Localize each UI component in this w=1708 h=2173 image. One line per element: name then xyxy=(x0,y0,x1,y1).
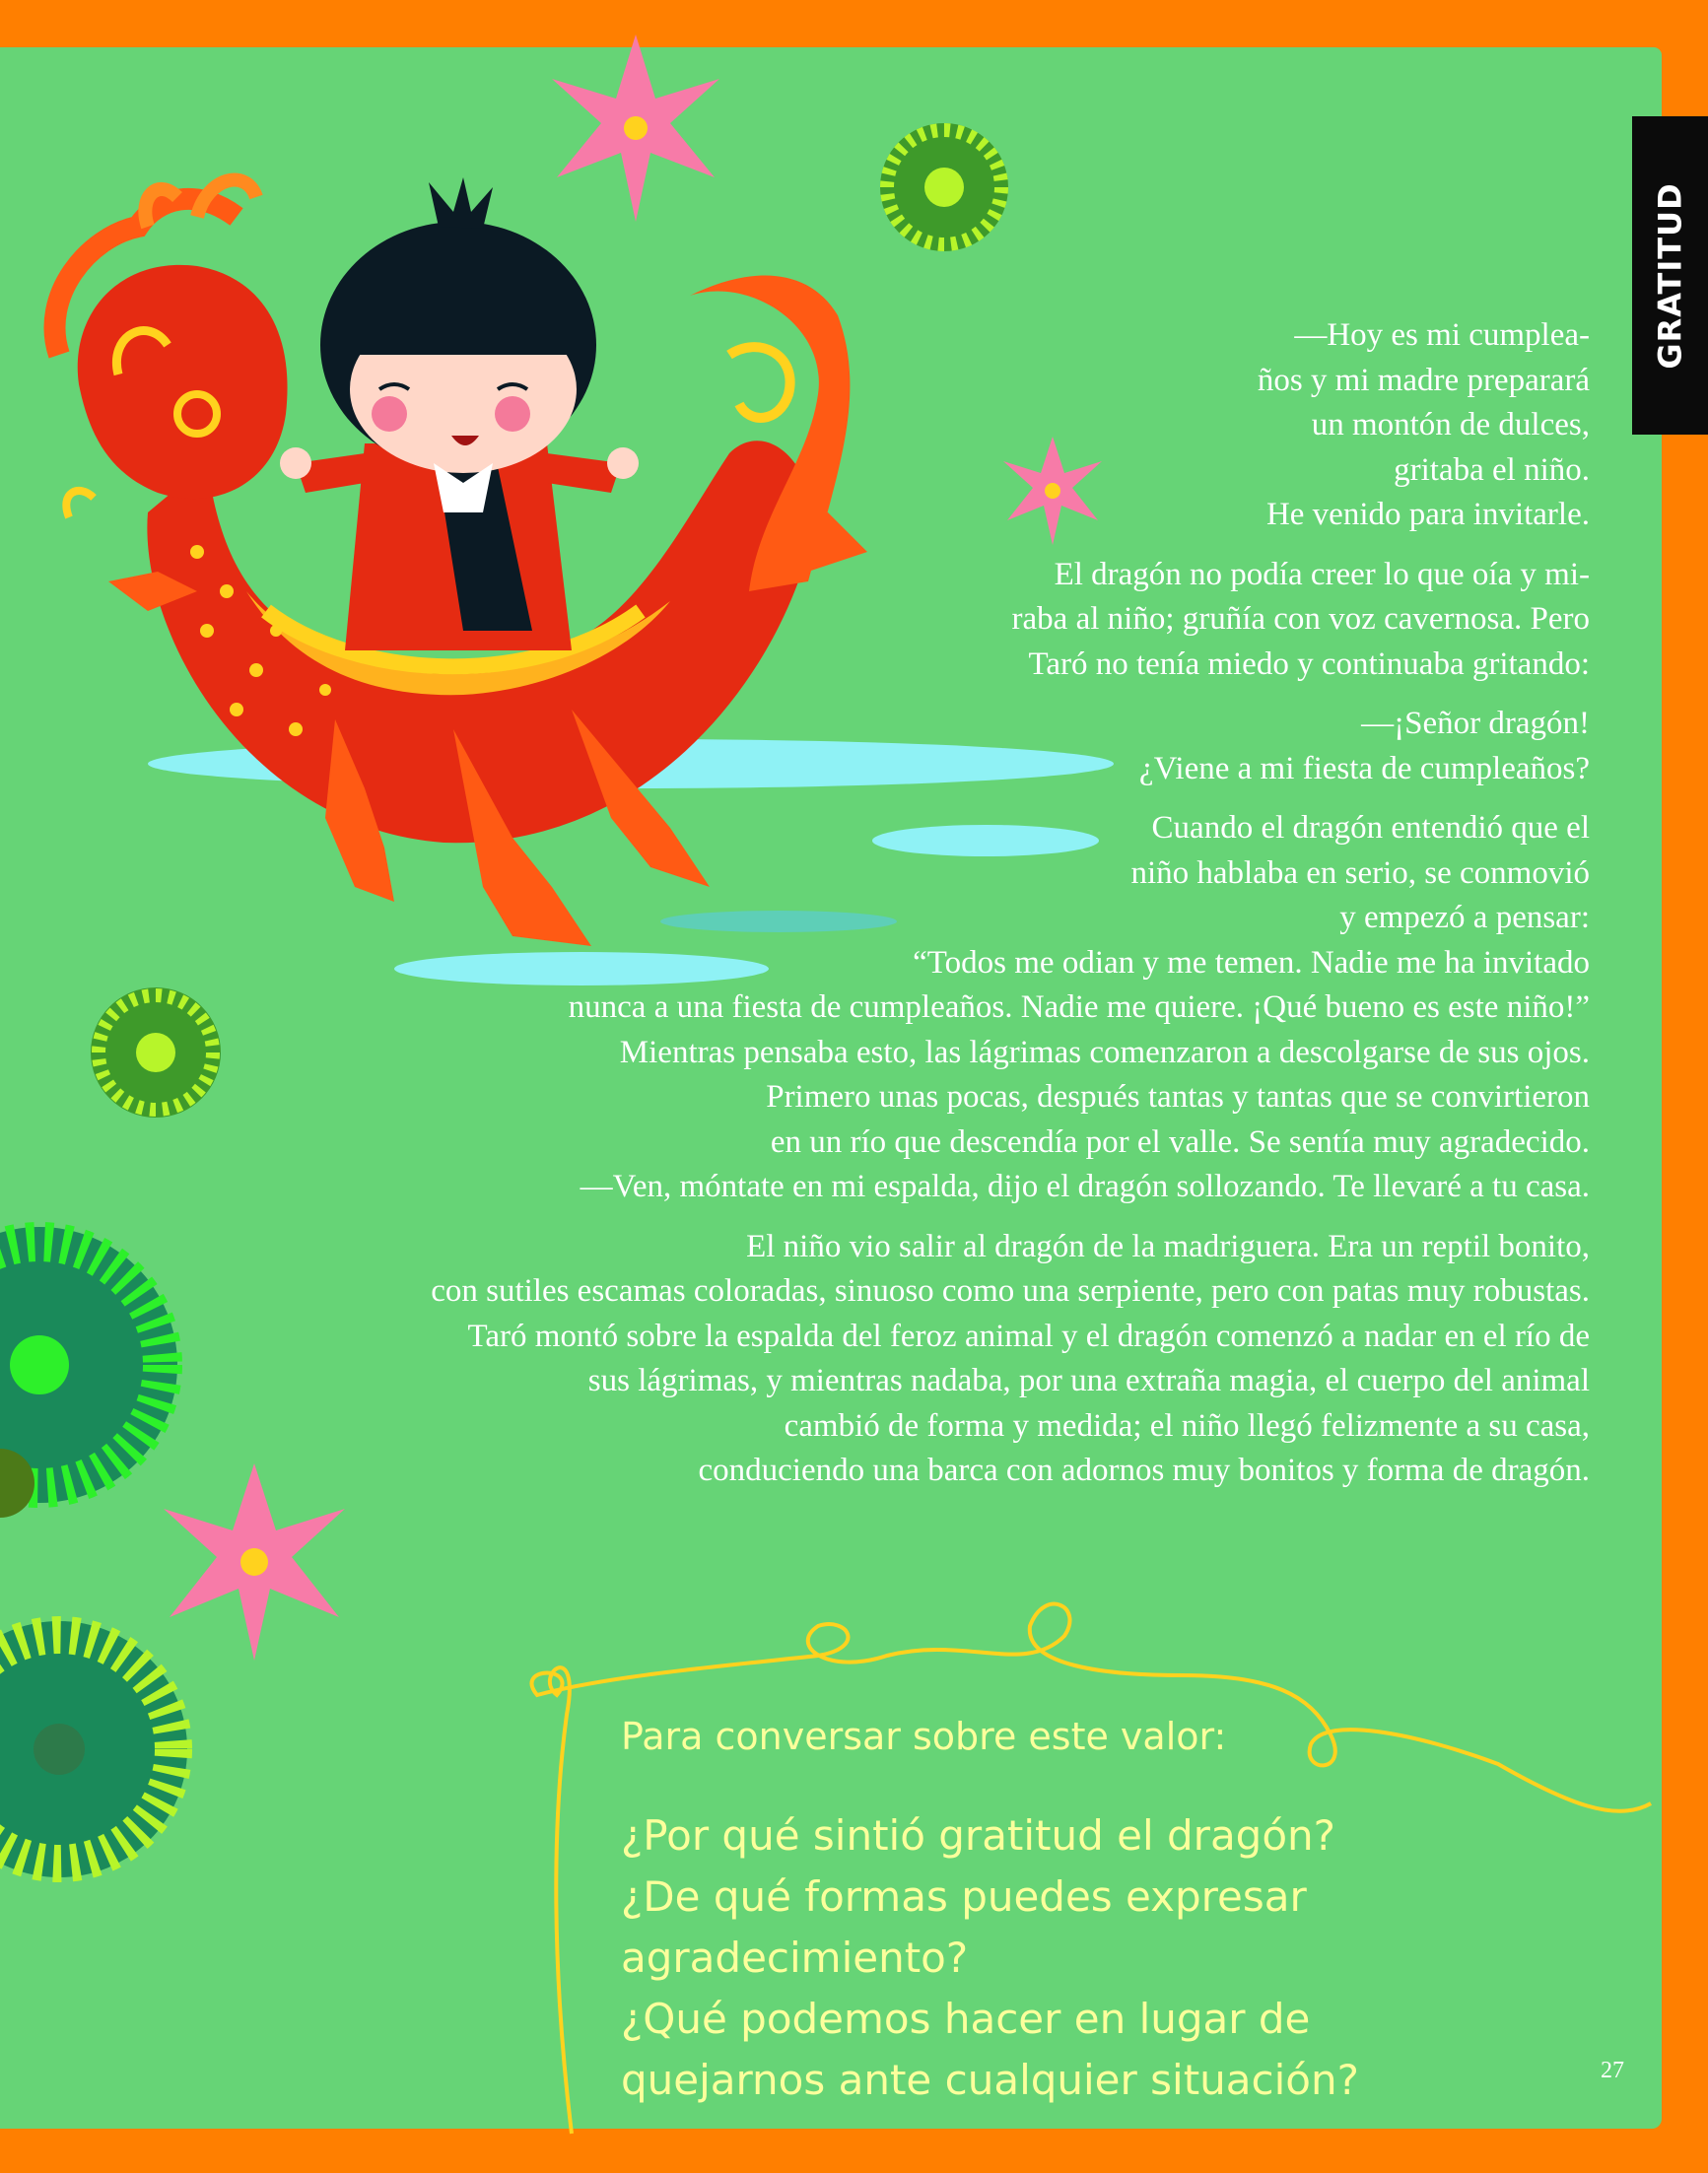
story-paragraph xyxy=(210,1225,1590,1494)
section-tab-label: GRATITUD xyxy=(1651,181,1689,370)
text-line: —Ven, móntate en mi espalda, dijo el dragón sollozando. Te llevaré a tu casa. xyxy=(580,1169,1590,1204)
discussion-box xyxy=(621,1715,1606,2111)
text-line: un montón de dulces, xyxy=(1311,407,1590,442)
text-line: y empezó a pensar: xyxy=(1339,900,1590,935)
story-paragraph xyxy=(210,806,1590,941)
text-line: “Todos me odian y me temen. Nadie me ha invitado xyxy=(913,944,1590,981)
text-line: —Hoy es mi cumplea- xyxy=(1294,317,1590,353)
text-line: Taró no tenía miedo y continuaba gritando: xyxy=(1028,645,1590,682)
story-paragraph xyxy=(210,941,1590,1210)
text-line: El niño vio salir al dragón de la madriguera. Era un reptil bonito, xyxy=(746,1228,1590,1264)
discussion-heading: Para conversar sobre este valor: xyxy=(621,1715,1227,1758)
discussion-question: ¿Qué podemos hacer en lugar de xyxy=(621,1995,1311,2043)
text-line: sus lágrimas, y mientras nadaba, por una extraña magia, el cuerpo del animal xyxy=(587,1363,1590,1398)
discussion-question: quejarnos ante cualquier situación? xyxy=(621,2056,1359,2104)
text-line: —¡Señor dragón! xyxy=(1361,706,1590,741)
text-line: ¿Viene a mi fiesta de cumpleaños? xyxy=(1138,750,1590,786)
text-line: Mientras pensaba esto, las lágrimas comenzaron a descolgarse de sus ojos. xyxy=(619,1034,1590,1070)
page-number: 27 xyxy=(1601,2058,1624,2083)
text-line: cambió de forma y medida; el niño llegó felizmente a su casa, xyxy=(784,1407,1590,1444)
discussion-question: ¿De qué formas puedes expresar agradecimiento? xyxy=(621,1872,1307,1982)
story-paragraph xyxy=(210,313,1590,538)
text-line: Cuando el dragón entendió que el xyxy=(1151,810,1590,846)
text-line: He venido para invitarle. xyxy=(1265,497,1590,532)
text-line: Taró montó sobre la espalda del feroz animal y el dragón comenzó a nadar en el río de xyxy=(467,1318,1590,1354)
text-line: ños y mi madre preparará xyxy=(1257,362,1590,398)
text-line: gritaba el niño. xyxy=(1394,451,1590,488)
section-tab xyxy=(1632,116,1708,435)
text-line: en un río que descendía por el valle. Se sentía muy agradecido. xyxy=(770,1123,1590,1160)
story-text xyxy=(210,313,1590,1509)
text-line: nunca a una fiesta de cumpleaños. Nadie me quiere. ¡Qué bueno es este niño!” xyxy=(568,989,1590,1025)
text-line: conduciendo una barca con adornos muy bonitos y forma de dragón. xyxy=(698,1453,1590,1488)
text-line: Primero unas pocas, después tantas y tantas que se convirtieron xyxy=(766,1079,1590,1115)
story-paragraph xyxy=(210,553,1590,688)
text-line: El dragón no podía creer lo que oía y mi- xyxy=(1054,556,1590,592)
discussion-question: ¿Por qué sintió gratitud el dragón? xyxy=(621,1811,1335,1860)
story-paragraph xyxy=(210,702,1590,791)
text-line: niño hablaba en serio, se conmovió xyxy=(1130,854,1590,891)
text-line: raba al niño; gruñía con voz cavernosa. Pero xyxy=(1011,601,1590,637)
text-line: con sutiles escamas coloradas, sinuoso como una serpiente, pero con patas muy robustas. xyxy=(431,1273,1590,1309)
